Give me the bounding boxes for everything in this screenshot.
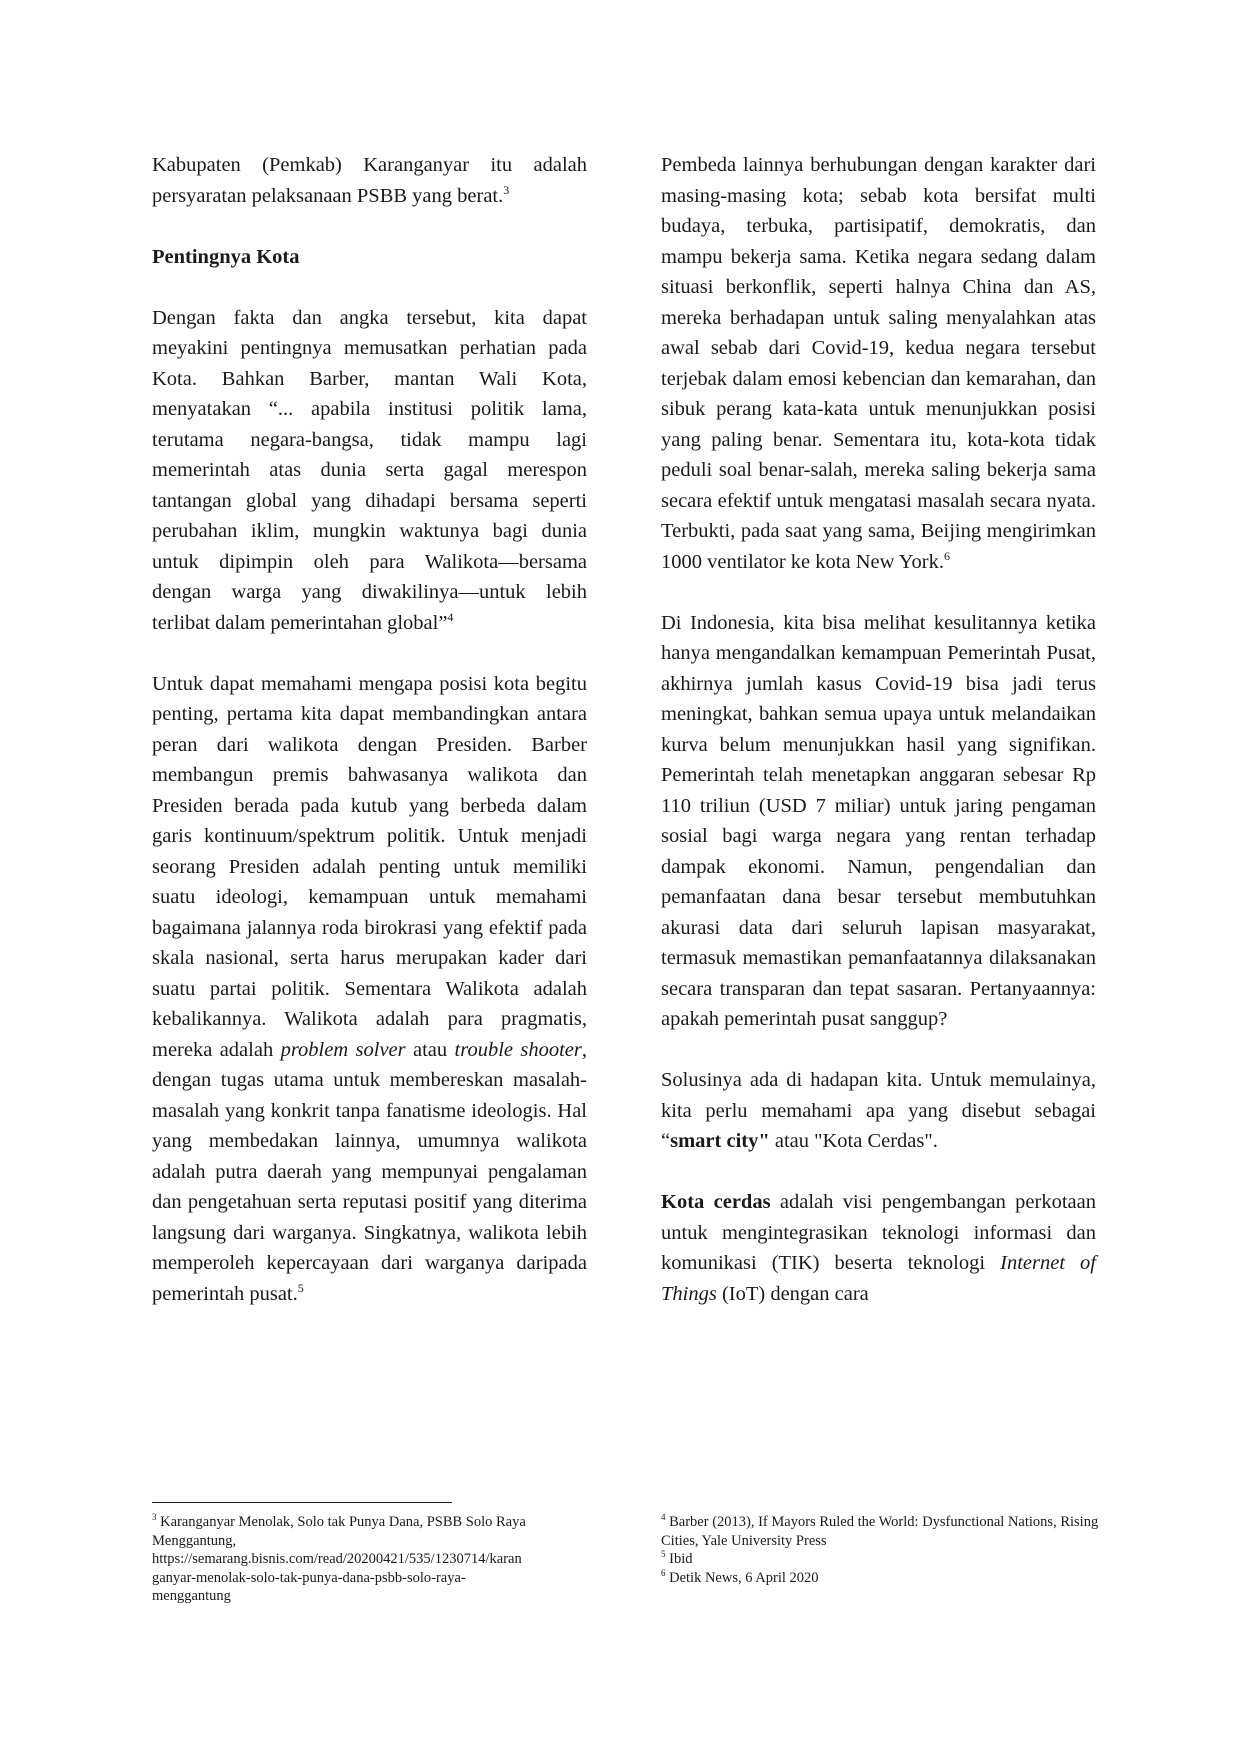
footnotes-left <box>152 1513 592 1606</box>
paragraph-mayor-vs-president: Untuk dapat memahami mengapa posisi kota begitu penting, pertama kita dapat membandingkan antara peran dari walikota dengan Presiden. Barber membangun premis bahwasanya walikota dan Presiden berada pada kutub yang berbeda dalam garis kontinuum/spektrum politik. Untuk menjadi seorang Presiden adalah penting untuk memiliki suatu ideologi, kemampuan untuk memahami bagaimana jalannya roda birokrasi yang efektif pada skala nasional, serta harus merupakan kader dari suatu partai politik. Sementara Walikota adalah kebalikannya. Walikota adalah para pragmatis, mereka adalah problem solver atau trouble shooter, dengan tugas utama untuk membereskan masalah-masalah yang konkrit tanpa fanatisme ideologis. Hal yang membedakan lainnya, umumnya walikota adalah putra daerah yang mempunyai pengalaman dan pengetahuan serta reputasi positif yang diterima langsung dari warganya. Singkatnya, walikota lebih memperoleh kepercayaan dari warganya daripada pemerintah pusat.$^5$ <box>152 672 587 1305</box>
footnote-ref-5[interactable]: 5 <box>297 1280 304 1295</box>
footnote-3: $^3$ Karanganyar Menolak, Solo tak Punya Dana, PSBB Solo Raya Menggantung, <box>152 1512 526 1549</box>
footnote-6: $^6$ Detik News, 6 April 2020 <box>661 1567 819 1586</box>
right-column <box>661 150 1096 1309</box>
paragraph-city-character: Pembeda lainnya berhubungan dengan karakter dari masing-masing kota; sebab kota bersifat multi budaya, terbuka, partisipatif, demokratis, dan mampu bekerja sama. Ketika negara sedang dalam situasi berkonflik, seperti halnya China dan AS, mereka berhadapan untuk saling menyalahkan atas awal sebab dari Covid-19, kedua negara tersebut terjebak dalam emosi kebencian dan kemarahan, dan sibuk perang kata-kata untuk menunjukkan posisi yang paling benar. Sementara itu, kota-kota tidak peduli soal benar-salah, mereka saling bekerja sama secara efektif untuk mengatasi masalah secara nyata. Terbukti, pada saat yang sama, Beijing mengirimkan 1000 ventilator ke kota New York.$^6$ <box>661 154 1096 573</box>
footnotes-right <box>661 1513 1101 1587</box>
paragraph-intro-continued: Kabupaten (Pemkab) Karanganyar itu adalah persyaratan pelaksanaan PSBB yang berat.$^3$ <box>152 154 587 207</box>
footnote-ref-3[interactable]: 3 <box>503 182 510 197</box>
footnote-3-url[interactable]: https://semarang.bisnis.com/read/20200421/535/1230714/karan ganyar-menolak-solo-tak-punya-dana-psbb-solo-raya- menggantung <box>152 1551 522 1604</box>
paragraph-solution: Solusinya ada di hadapan kita. Untuk memulainya, kita perlu memahami apa yang disebut sebagai “smart city" atau "Kota Cerdas". <box>661 1069 1096 1152</box>
paragraph-indonesia: Di Indonesia, kita bisa melihat kesulitannya ketika hanya mengandalkan kemampuan Pemerintah Pusat, akhirnya jumlah kasus Covid-19 bisa jadi terus meningkat, bahkan semua upaya untuk melandaikan kurva belum menunjukkan hasil yang signifikan. Pemerintah telah menetapkan anggaran sebesar Rp 110 triliun (USD 7 miliar) untuk jaring pengaman sosial bagi warga negara yang rentan terhadap dampak ekonomi. Namun, pengendalian dan pemanfaatan dana besar tersebut membutuhkan akurasi data dari seluruh lapisan masyarakat, termasuk memastikan pemanfaatannya dilaksanakan secara transparan dan tepat sasaran. Pertanyaannya: apakah pemerintah pusat sanggup? <box>661 611 1096 1030</box>
left-column <box>152 150 587 1309</box>
paragraph-smart-city-definition: Kota cerdas adalah visi pengembangan perkotaan untuk mengintegrasikan teknologi informasi dan komunikasi (TIK) beserta teknologi Internet of Things (IoT) dengan cara <box>661 1191 1097 1305</box>
section-heading: Pentingnya Kota <box>152 245 300 268</box>
footnote-ref-6[interactable]: 6 <box>943 548 950 563</box>
footnote-4: $^4$ Barber (2013), If Mayors Ruled the World: Dysfunctional Nations, Rising Cities, Yale University Press <box>661 1512 1099 1549</box>
paragraph-barber-quote: Dengan fakta dan angka tersebut, kita dapat meyakini pentingnya memusatkan perhatian pada Kota. Bahkan Barber, mantan Wali Kota, menyatakan “... apabila institusi politik lama, terutama negara-bangsa, tidak mampu lagi memerintah atas dunia serta gagal merespon tantangan global yang dihadapi bersama seperti perubahan iklim, mungkin waktunya bagi dunia untuk dipimpin oleh para Walikota—bersama dengan warga yang diwakilinya—untuk lebih terlibat dalam pemerintahan global”$^4$ <box>152 306 587 634</box>
footnote-5: $^5$ Ibid <box>661 1549 693 1567</box>
footnote-ref-4[interactable]: 4 <box>447 609 454 624</box>
footnote-divider <box>152 1502 452 1503</box>
